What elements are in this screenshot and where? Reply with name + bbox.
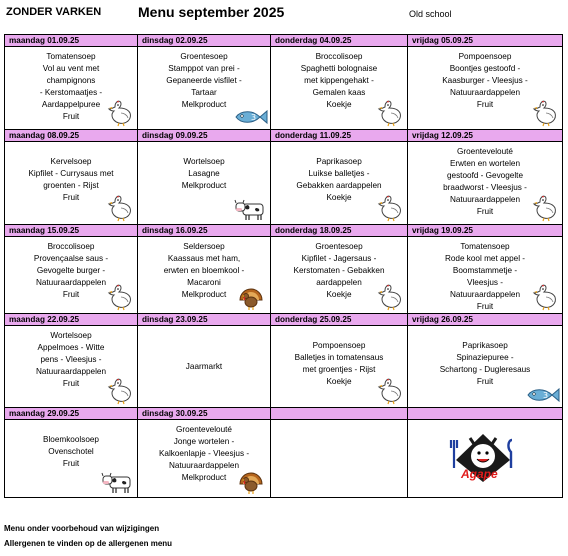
menu-line: Groentesoep <box>180 52 228 61</box>
chicken-icon <box>107 377 133 405</box>
menu-line: Jonge wortelen - <box>173 437 235 446</box>
menu-line: Kerstomaten - Gebakken <box>293 266 385 275</box>
menu-line: Groentesoep <box>315 242 363 251</box>
menu-line: Spinaziepuree - <box>456 353 514 362</box>
menu-line: Kervelsoep <box>50 157 92 166</box>
menu-row <box>5 47 563 130</box>
day-date: dinsdag 02.09.25 <box>138 35 271 47</box>
footer-note-allergens: Allergenen te vinden op de allergenen menu <box>4 539 173 548</box>
menu-line: Spaghetti bolognaise <box>300 64 378 73</box>
menu-cell <box>408 142 563 225</box>
menu-line: Paprikasoep <box>316 157 362 166</box>
menu-cell <box>271 47 408 130</box>
day-date: donderdag 04.09.25 <box>271 35 408 47</box>
day-date <box>271 408 408 420</box>
turkey-icon <box>236 469 266 495</box>
menu-cell <box>271 142 408 225</box>
menu-line: aardappelen <box>316 278 362 287</box>
day-date: maandag 15.09.25 <box>5 225 138 237</box>
menu-line: Koekje <box>326 377 352 386</box>
menu-line: Natuuraardappelen <box>449 195 521 204</box>
menu-line: Kaasburger - Vleesjus - <box>442 76 528 85</box>
menu-line: Kipfilet - Jagersaus - <box>301 254 377 263</box>
menu-line: Melkproduct <box>181 290 227 299</box>
turkey-icon <box>236 285 266 311</box>
menu-line: Groentevelouté <box>176 425 232 434</box>
menu-line: Vleesjus - <box>467 278 503 287</box>
menu-line: Natuuraardappelen <box>35 278 107 287</box>
day-date: maandag 29.09.25 <box>5 408 138 420</box>
menu-variant-label: ZONDER VARKEN <box>6 6 102 18</box>
menu-line: Wortelsoep <box>50 331 92 340</box>
day-date: dinsdag 23.09.25 <box>138 314 271 326</box>
menu-line: champignons <box>46 76 96 85</box>
menu-row <box>5 237 563 314</box>
menu-line: Tartaar <box>191 88 217 97</box>
menu-line: Natuuraardappelen <box>35 367 107 376</box>
menu-line: Balletjes in tomatensaus <box>294 353 384 362</box>
menu-line: Paprikasoep <box>462 341 508 350</box>
menu-line: gestoofd - Gevogelte <box>446 171 523 180</box>
menu-line: Erwten en wortelen <box>449 159 521 168</box>
menu-line: Natuuraardappelen <box>449 290 521 299</box>
day-date: vrijdag 26.09.25 <box>408 314 563 326</box>
chicken-icon <box>532 283 558 311</box>
day-date: dinsdag 09.09.25 <box>138 130 271 142</box>
svg-text:3: 3 <box>251 113 257 122</box>
menu-row <box>5 142 563 225</box>
menu-line: Koekje <box>326 193 352 202</box>
menu-line: Melkproduct <box>181 181 227 190</box>
chicken-icon <box>377 194 403 222</box>
menu-line: Broccolisoep <box>47 242 95 251</box>
agape-logo-text: Agape <box>461 467 498 481</box>
menu-cell <box>271 237 408 314</box>
menu-line: Melkproduct <box>181 100 227 109</box>
menu-cell <box>271 420 408 498</box>
cow-icon <box>101 471 133 495</box>
menu-line: Tomatensoep <box>460 242 510 251</box>
menu-line: Natuuraardappelen <box>449 88 521 97</box>
menu-cell <box>408 420 563 498</box>
day-date: maandag 22.09.25 <box>5 314 138 326</box>
cow-icon <box>234 198 266 222</box>
menu-line: Fruit <box>476 302 494 311</box>
day-header-row <box>5 225 563 237</box>
menu-cell <box>5 237 138 314</box>
menu-line: Ovenschotel <box>48 447 94 456</box>
menu-line: Seldersoep <box>183 242 225 251</box>
school-name: Old school <box>409 9 452 19</box>
menu-line: Melkproduct <box>181 473 227 482</box>
day-date: dinsdag 16.09.25 <box>138 225 271 237</box>
menu-cell <box>408 237 563 314</box>
menu-cell <box>138 47 271 130</box>
agape-logo <box>448 428 518 494</box>
menu-cell <box>138 326 271 408</box>
menu-line: Aardappelpuree <box>41 100 101 109</box>
menu-line: Fruit <box>62 193 80 202</box>
menu-line: Koekje <box>326 100 352 109</box>
menu-line: Rode kool met appel - <box>444 254 526 263</box>
day-date: maandag 08.09.25 <box>5 130 138 142</box>
menu-row <box>5 326 563 408</box>
menu-line: Fruit <box>476 377 494 386</box>
menu-cell <box>5 142 138 225</box>
menu-line: erwten en bloemkool - <box>163 266 245 275</box>
menu-line: Fruit <box>62 112 80 121</box>
menu-line: Kalkoenlapje - Vleesjus - <box>158 449 250 458</box>
menu-line: Jaarmarkt <box>185 361 223 371</box>
menu-line: Natuuraardappelen <box>168 461 240 470</box>
day-date: vrijdag 19.09.25 <box>408 225 563 237</box>
menu-line: Lasagne <box>188 169 220 178</box>
menu-line: Boomstammetje - <box>452 266 518 275</box>
menu-cell <box>5 326 138 408</box>
chicken-icon <box>532 194 558 222</box>
menu-line: met groentjes - Rijst <box>302 365 376 374</box>
day-date: donderdag 11.09.25 <box>271 130 408 142</box>
menu-cell <box>138 420 271 498</box>
day-date: vrijdag 12.09.25 <box>408 130 563 142</box>
menu-line: Gemalen kaas <box>312 88 366 97</box>
menu-cell <box>5 47 138 130</box>
menu-line: Fruit <box>62 290 80 299</box>
day-date: donderdag 25.09.25 <box>271 314 408 326</box>
menu-line: Fruit <box>476 100 494 109</box>
day-date: maandag 01.09.25 <box>5 35 138 47</box>
day-date <box>408 408 563 420</box>
day-header-row <box>5 408 563 420</box>
menu-line: Fruit <box>62 459 80 468</box>
menu-line: Pompoensoep <box>312 341 366 350</box>
day-header-row <box>5 314 563 326</box>
footer-note-changes: Menu onder voorbehoud van wijzigingen <box>4 524 160 533</box>
chicken-icon <box>107 99 133 127</box>
menu-line: Fruit <box>62 379 80 388</box>
menu-line: Vol au vent met <box>42 64 100 73</box>
menu-line: Gevogelte burger - <box>36 266 106 275</box>
day-header-row <box>5 130 563 142</box>
menu-line: Kaassaus met ham, <box>167 254 241 263</box>
menu-line: Appelmoes - Witte <box>37 343 105 352</box>
menu-line: Provençaalse saus - <box>33 254 109 263</box>
fish-icon <box>526 386 560 404</box>
menu-line: Stamppot van prei - <box>168 64 240 73</box>
menu-line: Koekje <box>326 290 352 299</box>
menu-line: Gebakken aardappelen <box>296 181 382 190</box>
menu-table <box>4 34 563 498</box>
menu-cell <box>408 47 563 130</box>
chicken-icon <box>377 283 403 311</box>
menu-cell <box>5 420 138 498</box>
menu-line: Fruit <box>476 207 494 216</box>
menu-line: Tomatensoep <box>46 52 96 61</box>
svg-text:3: 3 <box>543 391 549 400</box>
menu-cell <box>408 326 563 408</box>
day-date: vrijdag 05.09.25 <box>408 35 563 47</box>
menu-line: Boontjes gestoofd - <box>449 64 521 73</box>
chicken-icon <box>532 99 558 127</box>
chicken-icon <box>107 194 133 222</box>
page-title: Menu september 2025 <box>138 4 285 20</box>
menu-line: - Kerstomaatjes - <box>39 88 103 97</box>
menu-line: Wortelsoep <box>183 157 225 166</box>
menu-line: Macaroni <box>187 278 221 287</box>
menu-line: Broccolisoep <box>315 52 363 61</box>
menu-line: Kipfilet - Currysaus met <box>28 169 114 178</box>
menu-line: groenten - Rijst <box>43 181 99 190</box>
menu-row <box>5 420 563 498</box>
menu-line: Bloemkoolsoep <box>43 435 99 444</box>
day-header-row <box>5 35 563 47</box>
menu-line: Luikse balletjes - <box>308 169 370 178</box>
fish-icon <box>234 108 268 126</box>
menu-line: Pompoensoep <box>458 52 512 61</box>
day-date: dinsdag 30.09.25 <box>138 408 271 420</box>
menu-cell <box>271 326 408 408</box>
menu-line: Schartong - Dugleresaus <box>439 365 531 374</box>
chicken-icon <box>377 99 403 127</box>
menu-line: pens - Vleesjus - <box>40 355 102 364</box>
day-date: donderdag 18.09.25 <box>271 225 408 237</box>
menu-cell <box>138 142 271 225</box>
menu-line: met kippengehakt - <box>304 76 374 85</box>
chicken-icon <box>377 377 403 405</box>
chicken-icon <box>107 283 133 311</box>
menu-line: braadworst - Vleesjus - <box>443 183 527 192</box>
menu-line: Groentevelouté <box>457 147 513 156</box>
menu-line: Gepaneerde visfilet - <box>166 76 242 85</box>
menu-cell <box>138 237 271 314</box>
